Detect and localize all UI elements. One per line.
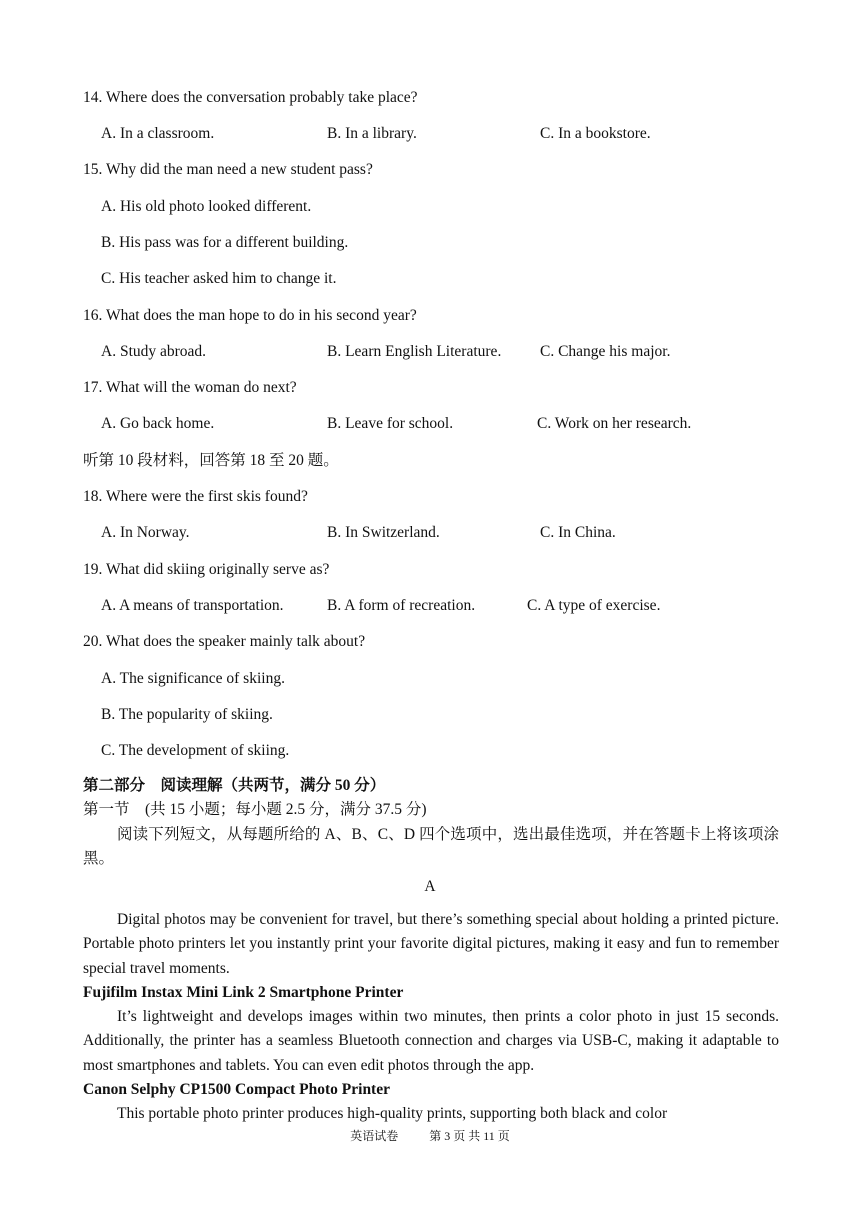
q14-option-a: A. In a classroom.	[101, 125, 215, 142]
question-17: 17. What will the woman do next?	[83, 379, 297, 396]
footer-page-number: 第 3 页 共 11 页	[429, 1129, 510, 1143]
q16-option-a: A. Study abroad.	[101, 343, 207, 360]
q20-option-b: B. The popularity of skiing.	[101, 706, 273, 723]
item1-title: Fujifilm Instax Mini Link 2 Smartphone Printer	[83, 984, 404, 1001]
passage-label: A	[424, 878, 436, 895]
q17-option-b: B. Leave for school.	[327, 415, 454, 432]
q14-option-b: B. In a library.	[327, 125, 417, 142]
page-footer	[0, 1128, 860, 1144]
question-19: 19. What did skiing originally serve as?	[83, 561, 330, 578]
q16-option-b: B. Learn English Literature.	[327, 343, 502, 360]
question-18: 18. Where were the first skis found?	[83, 488, 308, 505]
q18-option-b: B. In Switzerland.	[327, 524, 440, 541]
q15-option-a: A. His old photo looked different.	[101, 198, 312, 215]
part2-title: 第二部分 阅读理解（共两节，满分 50 分）	[83, 777, 386, 794]
part2-section1: 第一节 (共 15 小题；每小题 2.5 分，满分 37.5 分)	[83, 801, 427, 818]
q14-option-c: C. In a bookstore.	[540, 125, 651, 142]
question-20: 20. What does the speaker mainly talk about?	[83, 633, 366, 650]
q19-option-a: A. A means of transportation.	[101, 597, 284, 614]
footer-subject: 英语试卷	[350, 1129, 399, 1143]
q17-option-a: A. Go back home.	[101, 415, 215, 432]
q18-option-c: C. In China.	[540, 524, 616, 541]
question-15: 15. Why did the man need a new student pass?	[83, 161, 373, 178]
part2-instruction: 阅读下列短文，从每题所给的 A、B、C、D 四个选项中，选出最佳选项，并在答题卡上将该项涂黑。	[83, 826, 779, 868]
q16-option-c: C. Change his major.	[540, 343, 671, 360]
q19-option-b: B. A form of recreation.	[327, 597, 476, 614]
passage-intro: Digital photos may be convenient for travel, but there’s something special about holding a printed picture. Portable photo printers let you instantly print your favorite digital pictures, making it easy and fun to remember special travel moments.	[83, 911, 779, 977]
item2-title: Canon Selphy CP1500 Compact Photo Printer	[83, 1081, 390, 1098]
item2-body: This portable photo printer produces high-quality prints, supporting both black and color	[117, 1105, 668, 1122]
question-14: 14. Where does the conversation probably take place?	[83, 89, 418, 106]
question-16: 16. What does the man hope to do in his second year?	[83, 307, 417, 324]
listening-instruction: 听第 10 段材料，回答第 18 至 20 题。	[83, 452, 339, 469]
q19-option-c: C. A type of exercise.	[527, 597, 661, 614]
item1-body: It’s lightweight and develops images within two minutes, then prints a color photo in just 15 seconds. Additionally, the printer has a seamless Bluetooth connection and charges via USB-C, making it adaptable to most smartphones and tablets. You can even edit photos through the app.	[83, 1008, 779, 1074]
q17-option-c: C. Work on her research.	[537, 415, 692, 432]
q18-option-a: A. In Norway.	[101, 524, 190, 541]
q15-option-c: C. His teacher asked him to change it.	[101, 270, 337, 287]
q15-option-b: B. His pass was for a different building.	[101, 234, 349, 251]
q20-option-c: C. The development of skiing.	[101, 742, 290, 759]
q20-option-a: A. The significance of skiing.	[101, 670, 285, 687]
